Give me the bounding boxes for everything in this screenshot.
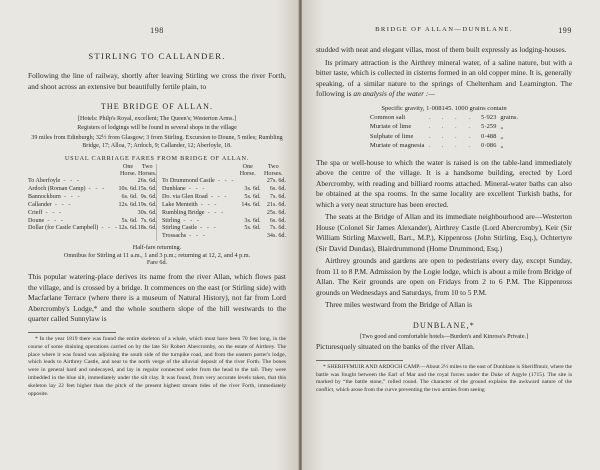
analysis-substance: Common salt bbox=[369, 113, 406, 121]
left-footnote: * In the year 1819 there was found the entire skeleton of a whale, which must have been 70 feet long, in the course of some draining operations carried on by the late Sir Robert Abercromby, on the estate of Airthrey. The place where it was found was adjoining the south side of the turnpike road, and from the eastern porter's lodge, which leads to Airthrey Castle, and near to the north verge of the alluvial deposit of the river Forth. The bones were in general hard and undecayed, and lay in regular connected order from the head to the tail. They were imbedded in the blue silt, immediately under the silt clay. It was found, from very accurate levels taken, that this skeleton lay 22 feet higher than the pitch of the present highest stream tides of the river Forth, immediately opposite. bbox=[28, 335, 286, 397]
fare-destination: Rumbling Bridge - - - bbox=[162, 209, 225, 216]
fare-header-two-horses bbox=[261, 164, 287, 178]
fare-row bbox=[28, 186, 157, 194]
fare-rows-right bbox=[162, 178, 286, 241]
right-para-2 bbox=[316, 58, 572, 100]
analysis-row bbox=[370, 113, 518, 123]
analysis-value: 0·086 bbox=[480, 142, 497, 150]
fare-two-horses: 26s. 6d. bbox=[137, 177, 157, 184]
fare-rows-left bbox=[28, 178, 157, 233]
fare-two-horses: 25s. 6d. bbox=[266, 209, 286, 216]
fare-destination: Crieff - - - bbox=[28, 209, 63, 216]
right-para-6: Three miles westward from the Bridge of Allan is bbox=[325, 300, 472, 310]
leader-dots: - - - bbox=[197, 201, 218, 208]
half-fare-note: Half-fare returning. bbox=[132, 244, 182, 252]
fare-destination: Trossachs - - - bbox=[162, 233, 207, 240]
leader-dots: - - - bbox=[85, 185, 106, 192]
fare-two-horses: 15s. 6d. bbox=[137, 185, 157, 192]
fare-one-horse: 3s. 6d. bbox=[244, 185, 261, 192]
fare-row bbox=[162, 202, 286, 210]
fare-row bbox=[28, 194, 157, 202]
fare-destination: Doune - - - bbox=[28, 217, 65, 224]
horse-label: Horse. bbox=[120, 170, 137, 177]
fare-table-right bbox=[162, 164, 286, 241]
leader-dots: - - - bbox=[180, 217, 201, 224]
fare-destination: Stirling - - - bbox=[162, 217, 201, 224]
section-title-dunblane: DUNBLANE,* bbox=[413, 320, 475, 330]
analysis-value: 5·259 bbox=[480, 123, 497, 131]
right-para-5: Airthrey grounds and gardens are open to pedestrians every day, except Sunday, from 11 to 8 P.M. Admission by the Logie lodge, which is about a mile from Bridge of Allan. The Keir grounds are open on Fridays from 2 to 6 P.M. The Kippenross grounds on Wednesdays and Saturdays, from 10 to 5 P.M. bbox=[316, 256, 572, 297]
fare-table-caption: USUAL CARRIAGE FARES FROM BRIDGE OF ALLAN. bbox=[64, 155, 250, 163]
horses-label: Horses. bbox=[264, 170, 283, 177]
fare-destination: Bannockburn - - - bbox=[28, 193, 82, 200]
fare-two-horses: 34s. 6d. bbox=[266, 233, 286, 240]
fare-destination: Lake Menteith - - - bbox=[162, 201, 218, 208]
analysis-substance: Muriate of lime bbox=[369, 123, 412, 131]
fare-one-horse: 5s. 6d. bbox=[121, 217, 138, 224]
intro-paragraph: Following the line of railway, shortly after leaving Stirling we cross the river Forth, and shoot across an extensive but beautifully fertile plain, to bbox=[28, 71, 286, 91]
fare-two-horses: 27s. 6d. bbox=[266, 177, 286, 184]
fare-row bbox=[162, 225, 286, 233]
leader-dots: - - - bbox=[51, 201, 72, 208]
right-footnote: * SHERIFFMUIR AND ARDOCH CAMP.—About 2½ miles to the east of Dunblane is Sheriffmuir, where the battle was fought between the Earl of Mar and the royal forces under the Duke of Argyle (1715). The site is marked by “the battle stone,” rolled round. The character of the ground explains the awkward nature of the conflict, which arose from the curve preventing the two armies from seeing bbox=[316, 363, 572, 394]
fare-table-left bbox=[28, 164, 157, 233]
chapter-title: STIRLING TO CALLANDER. bbox=[88, 51, 226, 61]
fare-two-horses: 6s. 6d. bbox=[269, 217, 286, 224]
fare-header-one-horse bbox=[235, 164, 261, 178]
leader-dots: - - - bbox=[214, 177, 235, 184]
right-page-header bbox=[316, 26, 572, 33]
right-para-7: Picturesquely situated on the banks of the river Allan. bbox=[316, 342, 475, 352]
fare-destination: Callander - - - bbox=[28, 201, 72, 208]
fare-row bbox=[162, 210, 286, 218]
fare-one-horse: 12s. 6d. bbox=[118, 225, 138, 232]
fare-table-right-half bbox=[157, 164, 286, 241]
fare-header-row bbox=[162, 164, 286, 178]
right-para-2-text: Its primary attraction is the Airthrey mineral water, of a saline nature, but with a bitter taste, which is collected in cisterns formed in an old copper mine. It is, generally speaking, of a similar nature to the springs of Cheltenham and Leamington. The following is bbox=[316, 57, 572, 99]
fare-row bbox=[28, 202, 157, 210]
fare-header-row bbox=[28, 164, 157, 178]
fare-two-horses: 21s. 6d. bbox=[266, 201, 286, 208]
right-page bbox=[300, 0, 600, 470]
analysis-table bbox=[370, 113, 518, 151]
two-label: Two bbox=[267, 164, 279, 171]
leader-dots: - - - bbox=[44, 217, 65, 224]
water-analysis-block bbox=[316, 105, 572, 151]
fare-row bbox=[28, 225, 157, 233]
analysis-heading: Specific gravity, 1·008145. 1000 grains contain bbox=[381, 104, 507, 112]
leader-dots: - - - bbox=[186, 233, 207, 240]
fare-two-horses: 19s. 6d. bbox=[137, 201, 157, 208]
fare-two-horses: 7s. 6d. bbox=[140, 217, 157, 224]
horse-label: Horse. bbox=[239, 170, 256, 177]
fare-one-horse bbox=[235, 210, 261, 218]
body-paragraph: This popular watering-place derives its name from the river Allan, which flows past the village, and is crossed by a bridge. It commences on the east (or Stirling side) with Macfarlane Terrace (where there is a museum of Natural History), not far from Lord Abercromby's Lodge,* and the whole southern slope of the hill westwards to the quarter called Sunnylaw is bbox=[28, 272, 286, 324]
fare-one-horse: 10s. 6d. bbox=[118, 185, 138, 192]
analysis-value: 5·923 bbox=[480, 113, 497, 121]
leader-dots: . . . . bbox=[428, 113, 475, 121]
fare-header-one-horse bbox=[119, 164, 138, 178]
right-para-4: The seats at the Bridge of Allan and its immediate neighbourhood are—Westerton House (Colonel Sir James Alexander), Airthrey Castle (Lord Abercromby), Keir (Sir William Stirling Maxwell, Bart., M.P.), Kippenross (John Stirling, Esq.), Ochtertyre (Sir David Dundas), Blairdrummond (Home Drummond, Esq.) bbox=[316, 212, 572, 253]
leader-dots: - - - bbox=[98, 225, 119, 232]
fare-two-horses: 9s. 6d. bbox=[140, 193, 157, 200]
right-para-3: The spa or well-house to which the water is raised is on the table-land immediately above the centre of the village. It is a handsome building, erected by Lord Abercromby, with reading and billiard rooms attached. Mineral-water baths can also be obtained at the spa rooms. In the same locality are excellent Turkish baths, for which a very neat structure has been erected. bbox=[316, 157, 572, 209]
fare-row bbox=[162, 178, 286, 186]
dunblane-hotels-note: [Two good and comfortable hotels—Burden's and Kinross's Private.] bbox=[360, 333, 528, 340]
fare-row bbox=[162, 233, 286, 241]
analysis-substance: Muriate of magnesia bbox=[369, 142, 425, 150]
analysis-row bbox=[370, 122, 518, 132]
fare-two-horses: 30s. 6d. bbox=[137, 209, 157, 216]
fare-destination: To Aberfoyle - - - bbox=[28, 177, 81, 184]
fare-one-horse bbox=[119, 178, 138, 186]
analysis-rows bbox=[370, 113, 518, 151]
leader-dots: . . . . bbox=[428, 142, 475, 150]
leader-dots: - - - bbox=[42, 209, 63, 216]
fare-one-horse: 14s. 6d. bbox=[241, 201, 261, 208]
leader-dots: - - - bbox=[204, 209, 225, 216]
two-label: Two bbox=[141, 164, 153, 171]
leader-dots: - - - bbox=[60, 193, 82, 200]
analysis-row bbox=[370, 141, 518, 151]
fare-one-horse: 6s. 6d. bbox=[121, 193, 138, 200]
fare-row bbox=[162, 218, 286, 226]
analysis-unit: „ bbox=[500, 142, 504, 150]
omnibus-fare-note: Fare 6d. bbox=[146, 259, 168, 267]
right-para-2-italic: an analysis of the water :— bbox=[353, 89, 435, 99]
leader-dots: - - - bbox=[60, 177, 81, 184]
leader-dots: - - - bbox=[207, 193, 228, 200]
footnote-rule bbox=[316, 360, 403, 361]
footnote-rule bbox=[28, 332, 116, 333]
fare-two-horses: 18s. 6d. bbox=[137, 225, 157, 232]
section-title-bridge-of-allan: THE BRIDGE OF ALLAN. bbox=[100, 102, 214, 112]
leader-dots: - - - bbox=[197, 225, 218, 232]
fare-two-horses: 6s. 6d. bbox=[269, 185, 286, 192]
fare-row bbox=[162, 194, 286, 202]
fare-row bbox=[28, 178, 157, 186]
fare-two-horses: 7s. 6d. bbox=[269, 193, 286, 200]
fare-table-left-half bbox=[28, 164, 157, 241]
analysis-row bbox=[370, 132, 518, 142]
fare-destination: Do. via Glen Road - - - bbox=[162, 193, 228, 200]
analysis-unit: „ bbox=[500, 123, 504, 131]
fare-one-horse: 5s. 6d. bbox=[244, 193, 261, 200]
fare-one-horse: 12s. 6d. bbox=[118, 201, 138, 208]
fare-destination: Ardoch (Roman Camp) - - - bbox=[28, 185, 106, 192]
analysis-substance: Sulphate of lime bbox=[369, 132, 414, 140]
right-para-1: studded with neat and elegant villas, most of them built expressly as lodging-houses. bbox=[316, 45, 567, 54]
fare-destination: Dollar (for Castle Campbell) - - - bbox=[28, 225, 119, 232]
omnibus-note: Omnibus for Stirling at 11 a.m., 1 and 3 p.m.; returning at 12, 2, and 4 p.m. bbox=[63, 252, 251, 260]
book-gutter bbox=[299, 0, 302, 470]
analysis-unit: grains. bbox=[500, 113, 519, 121]
fare-one-horse: 3s. 6d. bbox=[244, 217, 261, 224]
right-page-folio: 199 bbox=[558, 26, 572, 35]
fare-one-horse bbox=[119, 210, 138, 218]
fare-header-two-horses bbox=[138, 164, 157, 178]
lodgings-note: Registers of lodgings will be found in several shops in the village bbox=[77, 125, 237, 132]
leader-dots: . . . . bbox=[428, 123, 475, 131]
fare-one-horse: 5s. 6d. bbox=[244, 225, 261, 232]
leader-dots: - - - bbox=[185, 185, 206, 192]
fare-destination: Stirling Castle - - - bbox=[162, 225, 218, 232]
one-label: One bbox=[242, 164, 253, 171]
one-label: One bbox=[122, 164, 134, 171]
analysis-value: 0·488 bbox=[480, 132, 497, 140]
distances-note: 39 miles from Edinburgh; 32½ from Glasgow; 3 from Stirling. Excursion to Doune, 5 miles; Rumbling Bridge, 17; Alloa, 7; Ardoch, 9; Callander, 12; Aberfoyle, 18. bbox=[31, 134, 283, 149]
fare-one-horse bbox=[235, 233, 261, 241]
analysis-unit: „ bbox=[500, 132, 504, 140]
left-page-folio: 198 bbox=[150, 26, 164, 35]
fare-header-blank bbox=[28, 164, 119, 178]
fare-row bbox=[28, 210, 157, 218]
fare-one-horse bbox=[235, 178, 261, 186]
running-head: BRIDGE OF ALLAN—DUNBLANE. bbox=[375, 26, 513, 33]
fare-row bbox=[162, 186, 286, 194]
fare-header-blank bbox=[162, 164, 235, 178]
carriage-fare-table bbox=[28, 164, 286, 241]
fare-two-horses: 7s. 6d. bbox=[269, 225, 286, 232]
leader-dots: . . . . bbox=[428, 132, 475, 140]
hotels-note: [Hotels: Philp's Royal, excellent; The Queen's; Westerton Arms.] bbox=[77, 116, 237, 123]
fare-destination: To Drummond Castle - - - bbox=[162, 177, 235, 184]
horses-label: Horses. bbox=[137, 170, 157, 177]
fare-destination: Dunblane - - - bbox=[162, 185, 206, 192]
